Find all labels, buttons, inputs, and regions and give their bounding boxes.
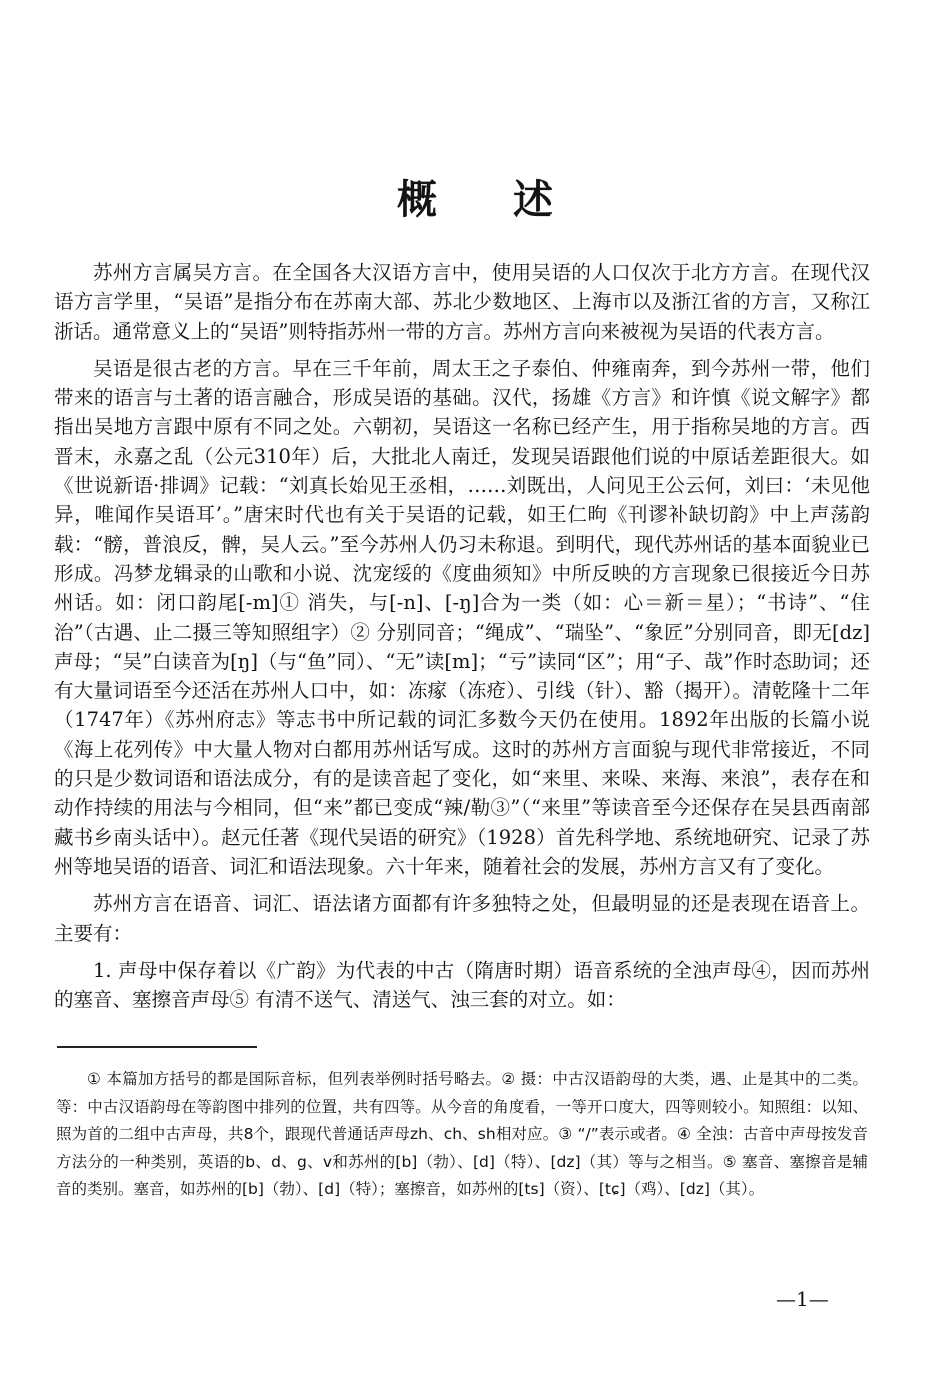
body-text (54, 258, 870, 1022)
page-title: 概述 (397, 176, 629, 223)
paragraph: 苏州方言在语音、词汇、语法诸方面都有许多独特之处，但最明显的还是表现在语音上。主要有： (54, 892, 870, 945)
paragraph: 苏州方言属吴方言。在全国各大汉语方言中，使用吴语的人口仅次于北方方言。在现代汉语方言学里，“吴语”是指分布在苏南大部、苏北少数地区、上海市以及浙江省的方言，又称江浙话。通常意义上的“吴语”则特指苏州一带的方言。苏州方言向来被视为吴语的代表方言。 (54, 261, 870, 343)
page-number: —1— (776, 1287, 829, 1311)
footnote-divider (57, 1046, 257, 1048)
paragraph: 吴语是很古老的方言。早在三千年前，周太王之子泰伯、仲雍南奔，到今苏州一带，他们带来的语言与土著的语言融合，形成吴语的基础。汉代，扬雄《方言》和许慎《说文解字》都指出吴地方言跟中原有不同之处。六朝初，吴语这一名称已经产生，用于指称吴地的方言。西晋末，永嘉之乱（公元310年）后，大批北人南迁，发现吴语跟他们说的中原话差距很大。如《世说新语·排调》记载：“刘真长始见王丞相，……刘既出，人问见王公云何，刘曰：‘未见他异，唯闻作吴语耳’。”唐宋时代也有关于吴语的记载，如王仁昫《刊谬补缺切韵》中上声荡韵载：“髈，普浪反，髀，吴人云。”至今苏州人仍习未称退。到明代，现代苏州话的基本面貌业已形成。冯梦龙辑录的山歌和小说、沈宠绥的《度曲须知》中所反映的方言现象已很接近今日苏州话。如：闭口韵尾[-m]① 消失，与[-n]、[-ŋ]合为一类（如：心＝新＝星）；“书诗”、“住治”（古遇、止二摄三等知照组字）② 分别同音；“绳成”、“瑞坠”、“象匠”分别同音，即无[dz]声母；“吴”白读音为[ŋ]（与“鱼”同）、“无”读[m]；“亏”读同“区”；用“子、哉”作时态助词；还有大量词语至今还活在苏州人口中，如：冻瘃（冻疮）、引线（针）、豁（揭开）。清乾隆十二年（1747年）《苏州府志》等志书中所记载的词汇多数今天仍在使用。1892年出版的长篇小说《海上花列传》中大量人物对白都用苏州话写成。这时的苏州方言面貌与现代非常接近，不同的只是少数词语和语法成分，有的是读音起了变化，如“来里、来哚、来海、来浪”，表存在和动作持续的用法与今相同，但“来”都已变成“辣/勒③”（“来里”等读音至今还保存在吴县西南部藏书乡南头话中）。赵元任著《现代吴语的研究》（1928）首先科学地、系统地研究、记录了苏州等地吴语的语音、词汇和语法现象。六十年来，随着社会的发展，苏州方言又有了变化。 (54, 356, 870, 878)
paragraph: 1. 声母中保存着以《广韵》为代表的中古（隋唐时期）语音系统的全浊声母④，因而苏州的塞音、塞擦音声母⑤ 有清不送气、清送气、浊三套的对立。如： (54, 958, 870, 1012)
footnote: ① 本篇加方括号的都是国际音标，但列表举例时括号略去。② 摄：中古汉语韵母的大类，遇、止是其中的二类。等：中古汉语韵母在等韵图中排列的位置，共有四等。从今音的角度看，一等开口度大，四等则较小。知照组：以知、照为首的二组中古声母，共8个，跟现代普通话声母zh、ch、sh相对应。③ “/”表示或者。④ 全浊：古音中声母按发音方法分的一种类别，英语的b、d、g、v和苏州的[b]（勃）、[d]（特）、[dz]（其）等与之相当。⑤ 塞音、塞擦音是辅音的类别。塞音，如苏州的[b]（勃）、[d]（特）；塞擦音，如苏州的[ts]（资）、[tɕ]（鸡）、[dz]（其）。 (56, 1070, 868, 1198)
